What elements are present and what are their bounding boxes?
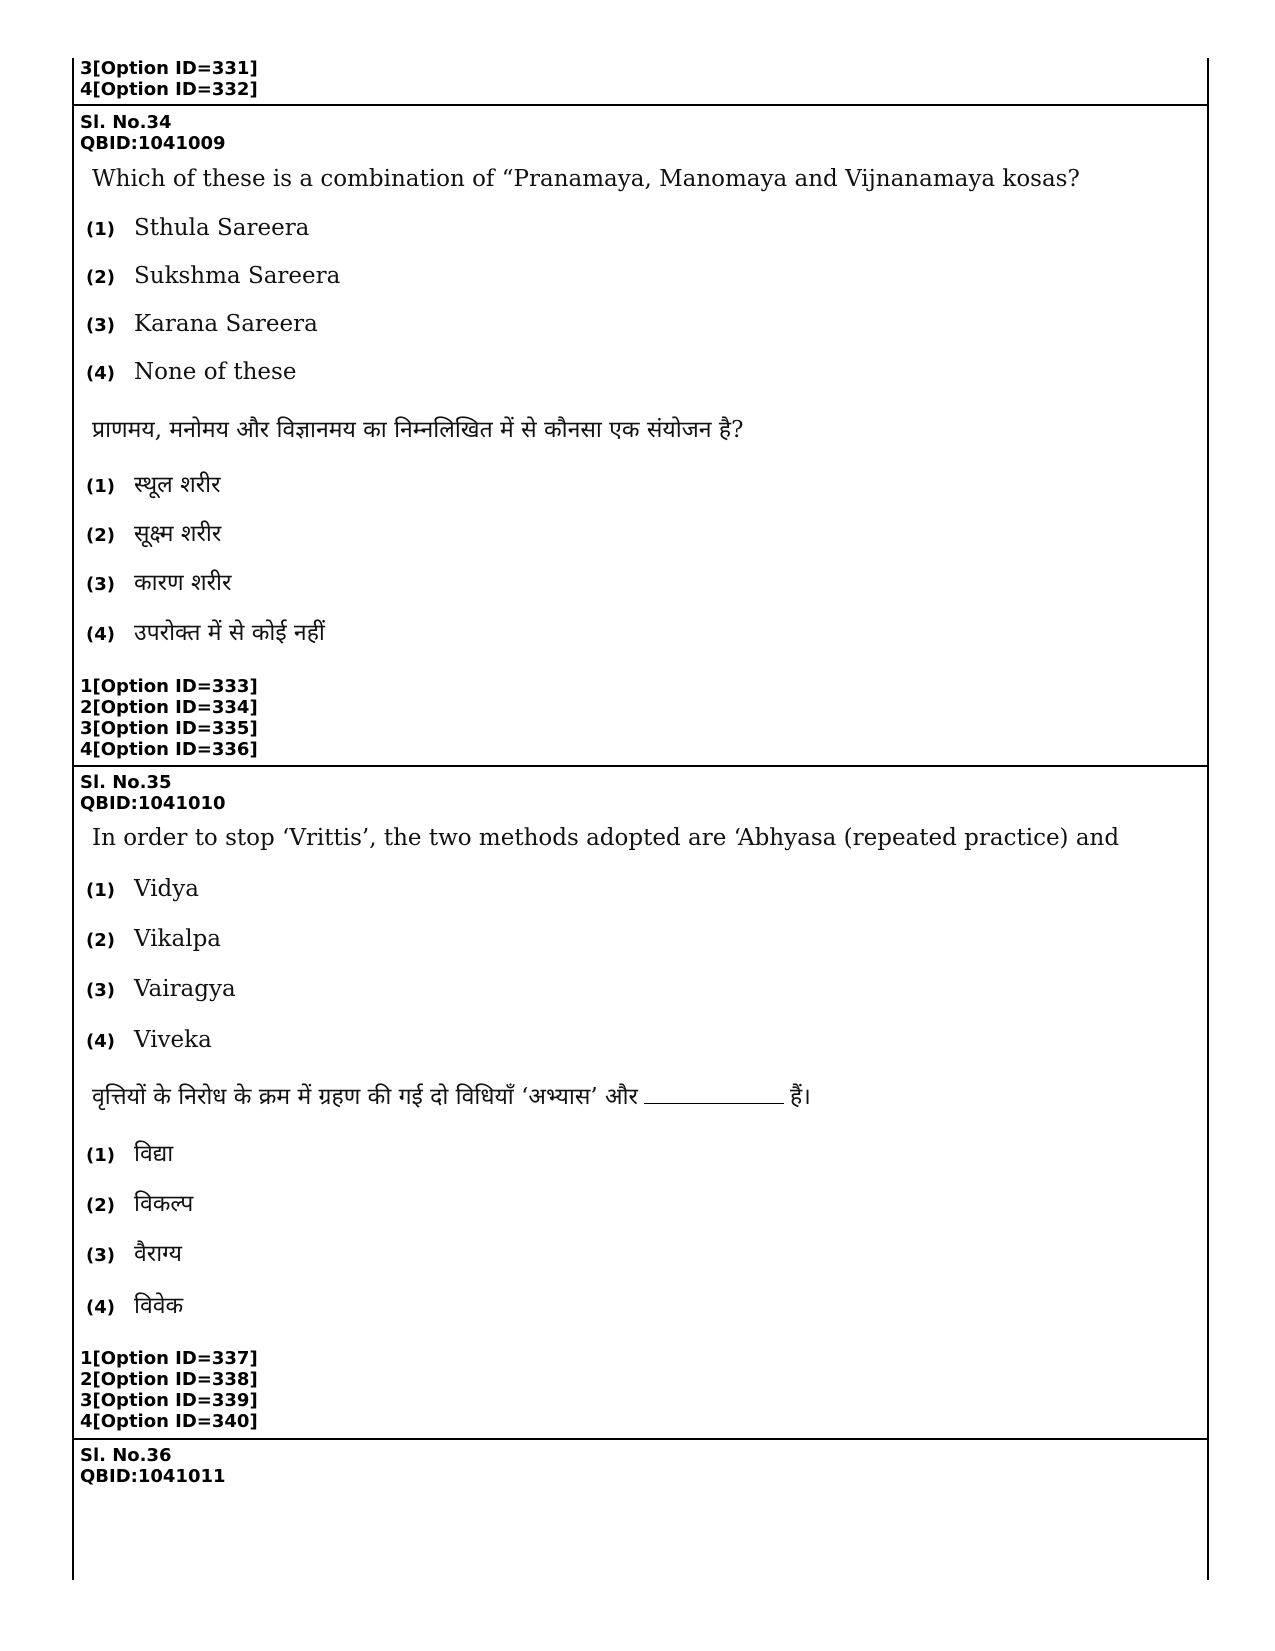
prev-option-id-3: 3[Option ID=331] (80, 58, 258, 79)
q34-option-id-2: 2[Option ID=334] (80, 697, 258, 718)
q35-qbid: QBID:1041010 (80, 793, 226, 814)
option-number: (4) (86, 1297, 115, 1318)
section-divider (74, 104, 1207, 106)
q34-qbid: QBID:1041009 (80, 133, 226, 154)
q34-en-option-3 (86, 311, 318, 341)
q35-en-option-1 (86, 876, 199, 906)
q35-english-question: In order to stop ‘Vrittis’, the two methods adopted are ‘Abhyasa (repeated practice) and (92, 825, 1120, 851)
option-number: (3) (86, 315, 115, 336)
hindi-question-suffix: हैं। (789, 1084, 811, 1110)
hindi-question-text: वृत्तियों के निरोध के क्रम में ग्रहण की गई दो विधियाँ ‘अभ्यास’ और (92, 1084, 638, 1110)
q34-option-id-3: 3[Option ID=335] (80, 718, 258, 739)
option-text: Sukshma Sareera (134, 263, 341, 289)
option-text: विवेक (134, 1293, 184, 1319)
q34-en-option-1 (86, 215, 309, 245)
option-number: (2) (86, 525, 115, 546)
option-text: कारण शरीर (134, 570, 232, 596)
section-divider (74, 765, 1207, 767)
option-number: (3) (86, 574, 115, 595)
option-text: Viveka (134, 1027, 212, 1053)
option-number: (3) (86, 980, 115, 1001)
q35-option-id-3: 3[Option ID=339] (80, 1390, 258, 1411)
q35-en-option-3 (86, 976, 236, 1006)
q34-en-option-2 (86, 263, 340, 293)
q35-hi-option-2 (86, 1186, 193, 1216)
option-text: विद्या (134, 1141, 174, 1167)
option-text: Sthula Sareera (134, 215, 310, 241)
q35-hindi-question (92, 1079, 811, 1111)
q36-qbid: QBID:1041011 (80, 1466, 226, 1487)
q34-hi-option-1 (86, 467, 221, 497)
option-text: Vairagya (134, 976, 236, 1002)
option-number: (4) (86, 363, 115, 384)
q34-hindi-question: प्राणमय, मनोमय और विज्ञानमय का निम्नलिखित में से कौनसा एक संयोजन है? (92, 417, 744, 443)
q36-serial-number: Sl. No.36 (80, 1445, 172, 1466)
option-text: Vikalpa (134, 926, 222, 952)
q35-option-id-2: 2[Option ID=338] (80, 1369, 258, 1390)
option-number: (2) (86, 930, 115, 951)
q35-en-option-2 (86, 926, 221, 956)
q34-option-id-4: 4[Option ID=336] (80, 739, 258, 760)
option-text: Vidya (134, 876, 199, 902)
q35-hi-option-3 (86, 1236, 182, 1266)
option-number: (1) (86, 880, 115, 901)
option-number: (1) (86, 219, 115, 240)
q34-english-question: Which of these is a combination of “Pranamaya, Manomaya and Vijnanamaya kosas? (92, 166, 1080, 192)
option-text: स्थूल शरीर (134, 472, 221, 498)
q35-option-id-4: 4[Option ID=340] (80, 1411, 258, 1432)
prev-option-id-4: 4[Option ID=332] (80, 79, 258, 100)
option-text: वैराग्य (134, 1241, 182, 1267)
q35-option-id-1: 1[Option ID=337] (80, 1348, 258, 1369)
q34-hi-option-4 (86, 615, 325, 645)
q34-en-option-4 (86, 359, 296, 389)
answer-blank (644, 1103, 784, 1104)
option-number: (2) (86, 267, 115, 288)
option-text: विकल्प (134, 1191, 194, 1217)
q34-option-id-1: 1[Option ID=333] (80, 676, 258, 697)
q35-en-option-4 (86, 1027, 212, 1057)
q35-hi-option-4 (86, 1288, 183, 1318)
section-divider (74, 1438, 1207, 1440)
option-text: None of these (134, 359, 297, 385)
option-text: सूक्ष्म शरीर (134, 521, 222, 547)
q35-hi-option-1 (86, 1136, 173, 1166)
option-number: (1) (86, 476, 115, 497)
option-number: (4) (86, 624, 115, 645)
option-number: (3) (86, 1245, 115, 1266)
q34-hi-option-2 (86, 516, 221, 546)
option-number: (2) (86, 1195, 115, 1216)
q35-serial-number: Sl. No.35 (80, 772, 172, 793)
question-paper-frame (72, 58, 1209, 1580)
option-number: (1) (86, 1145, 115, 1166)
q34-hi-option-3 (86, 565, 231, 595)
option-text: उपरोक्त में से कोई नहीं (134, 620, 325, 646)
option-number: (4) (86, 1031, 115, 1052)
option-text: Karana Sareera (134, 311, 318, 337)
q34-serial-number: Sl. No.34 (80, 112, 172, 133)
